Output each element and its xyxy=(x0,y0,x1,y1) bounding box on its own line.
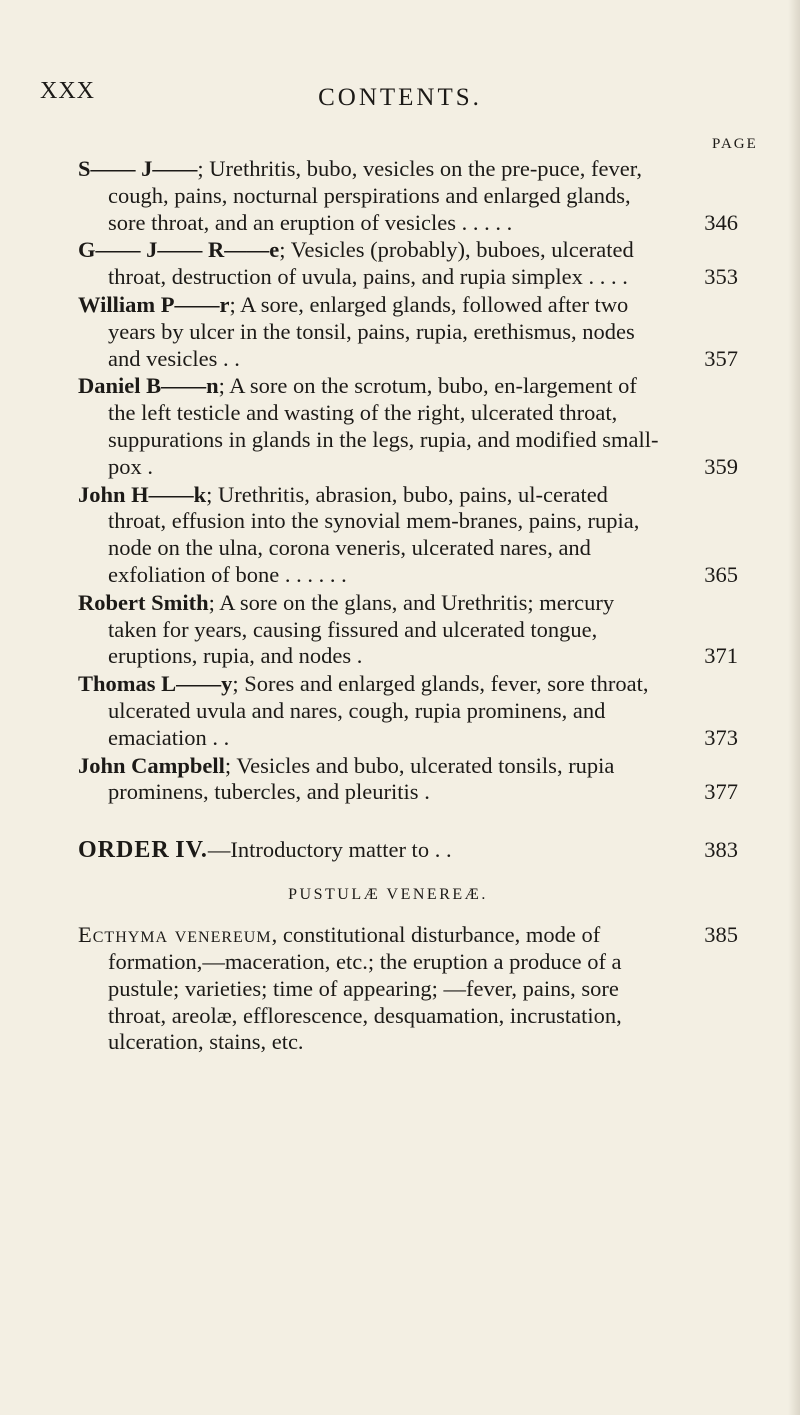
leader-dots: . xyxy=(356,643,363,669)
entry-name: Daniel B——n xyxy=(78,373,219,399)
leader-dots: . . . . . . xyxy=(284,561,347,587)
entry-page-number: 385 xyxy=(704,922,738,948)
contents-entry xyxy=(78,156,738,236)
leader-dots: . xyxy=(147,453,153,479)
page-column-label: PAGE xyxy=(712,136,758,152)
entry-text: ; Sores and enlarged glands, fever, sore throat, ulcerated uvula and nares, cough, rupia prominens, and emaciation xyxy=(108,671,649,750)
entry-page-number: 377 xyxy=(704,779,738,805)
page-edge-shadow xyxy=(788,0,800,1415)
entry-page-number: 359 xyxy=(704,453,738,479)
entry-name: S—— J—— xyxy=(78,156,198,181)
entry-page-number: 346 xyxy=(704,209,738,235)
entry-page-number: 365 xyxy=(704,561,738,587)
leader-dots: . xyxy=(424,779,430,805)
order-page-number: 383 xyxy=(704,837,738,863)
leader-dots: . . . . xyxy=(588,264,628,290)
entry-page-number: 353 xyxy=(704,264,738,290)
contents-entry xyxy=(78,237,738,291)
leader-dots: . . xyxy=(212,724,230,750)
entry-text: ; Vesicles (probably), buboes, ulcerated throat, destruction of uvula, pains, and rupia simplex xyxy=(108,237,634,290)
order-heading xyxy=(78,836,738,864)
order-number: IV. xyxy=(175,837,208,864)
entry-text: , constitutional disturbance, mode of formation,—maceration, etc.; the eruption a produce of a pustule; varieties; time of appearing; —fever, pains, sore throat, areolæ, efflorescence, desquamation, incrustation, ulceration, stains, etc. xyxy=(108,922,622,1055)
order-text: —Introductory matter to xyxy=(207,837,430,863)
entry-name: John Campbell xyxy=(78,752,225,778)
leader-dots: . . xyxy=(434,837,452,863)
entry-name: William P——r xyxy=(78,291,230,317)
entry-name: G—— J—— R——e xyxy=(78,237,280,263)
entry-page-number: 357 xyxy=(704,345,738,371)
entry-text: ; A sore on the scrotum, bubo, en-largement of the left testicle and wasting of the right, ulcerated throat, suppurations in glands in the legs, rupia, and modified small-pox xyxy=(108,373,659,479)
entry-text: ; A sore, enlarged glands, followed after two years by ulcer in the tonsil, pains, rupia, erethismus, nodes and vesicles xyxy=(108,291,635,371)
leader-dots: . . xyxy=(222,345,240,371)
contents-entry xyxy=(78,292,738,372)
contents-entry xyxy=(78,671,738,751)
contents-entry xyxy=(78,373,738,480)
contents-entry xyxy=(78,590,738,670)
contents-entry xyxy=(78,922,738,1056)
section-title: PUSTULÆ VENEREÆ. xyxy=(288,886,488,904)
entry-text: ; Urethritis, abrasion, bubo, pains, ul-cerated throat, effusion into the synovial mem-branes, pains, rupia, node on the ulna, corona veneris, ulcerated nares, and exfoliation of bone xyxy=(108,481,640,587)
entry-name: Ecthyma venereum xyxy=(78,922,272,948)
entry-text: ; A sore on the glans, and Urethritis; mercury taken for years, causing fissured and ulcerated tongue, eruptions, rupia, and nodes xyxy=(108,589,615,669)
contents-entry xyxy=(78,482,738,589)
page-number: XXX xyxy=(40,78,95,104)
entry-text: ; Vesicles and bubo, ulcerated tonsils, rupia prominens, tubercles, and pleuritis xyxy=(108,752,615,805)
entry-name: Thomas L——y xyxy=(78,671,233,697)
contents-list xyxy=(78,156,738,1056)
entry-page-number: 371 xyxy=(704,643,738,669)
entry-text: ; Urethritis, bubo, vesicles on the pre-puce, fever, cough, pains, nocturnal perspirations and enlarged glands, sore throat, and an eruption of vesicles xyxy=(108,156,642,235)
contents-entry xyxy=(78,753,738,807)
leader-dots: . . . . . xyxy=(461,209,513,235)
running-head: CONTENTS. xyxy=(318,84,482,111)
order-word: ORDER xyxy=(78,837,170,864)
entry-page-number: 373 xyxy=(704,724,738,750)
entry-name: John H——k xyxy=(78,481,207,507)
entry-name: Robert Smith xyxy=(78,589,209,615)
